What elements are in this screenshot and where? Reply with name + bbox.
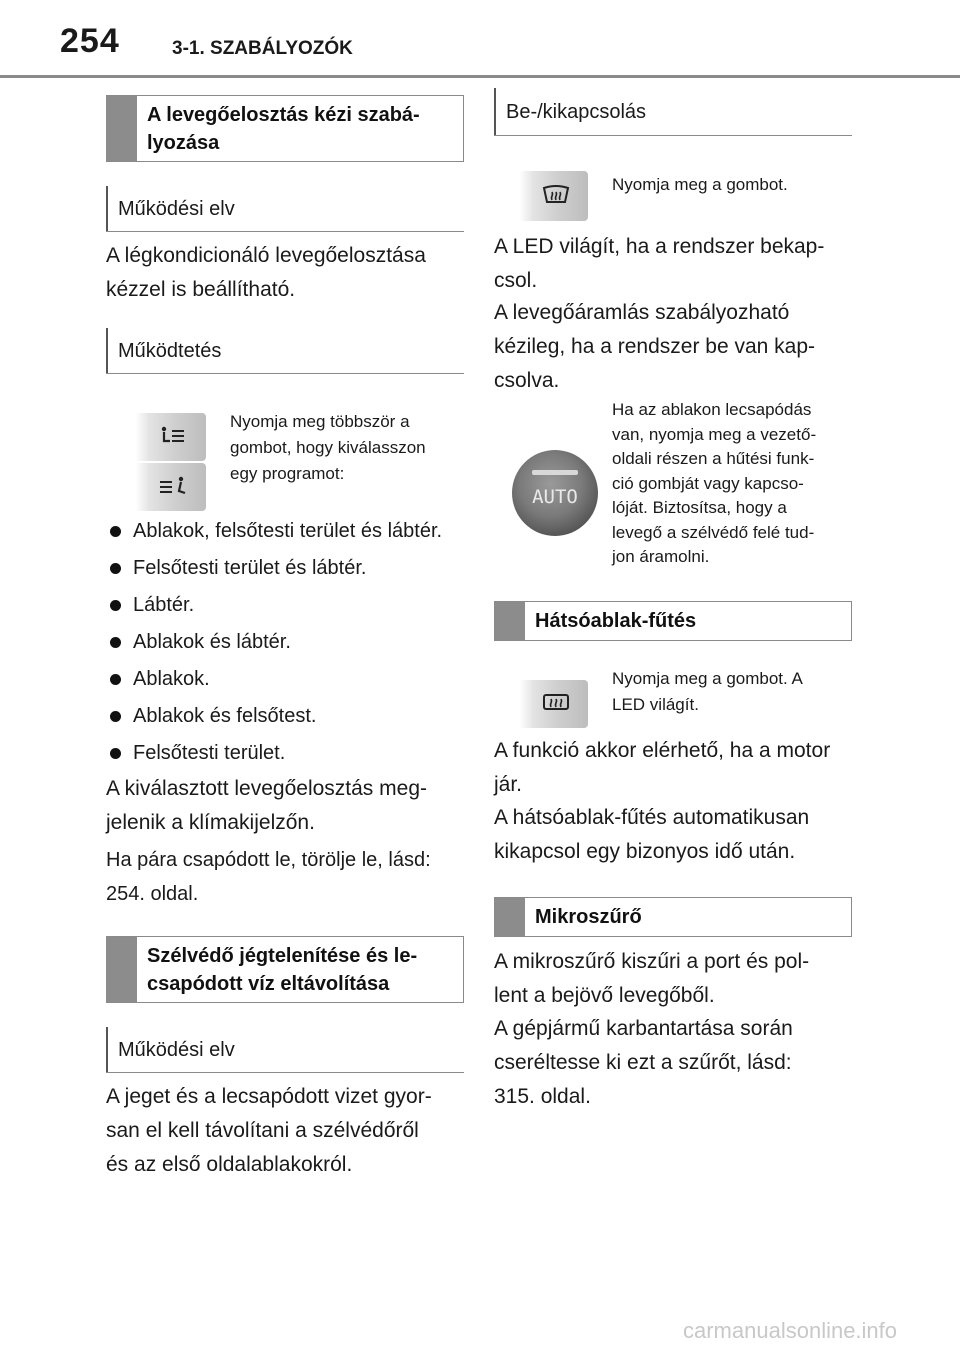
heading-box-rear-window-heating: [494, 601, 852, 641]
lower-distribution-button: [136, 463, 206, 511]
list-item: [106, 703, 316, 729]
upper-distribution-button: [136, 413, 206, 461]
subheading-rule: [494, 135, 852, 136]
heading-text: A levegőelosztás kézi szabá- lyozása: [147, 103, 420, 154]
subheading-on-off: [494, 88, 852, 136]
paragraph-condensation-ref: Ha pára csapódott le, törölje le, lásd: 254. oldal.: [106, 849, 431, 905]
subheading-bar: [106, 328, 108, 374]
subheading-text: Működési elv: [118, 197, 235, 220]
list-item: [106, 740, 285, 766]
list-item: [106, 629, 291, 655]
bullet-dot: [110, 600, 121, 611]
bullet-dot: [110, 674, 121, 685]
paragraph-air-distribution: A légkondicionáló levegőelosztása kézzel is beállítható.: [106, 244, 426, 301]
heading-stripe: [495, 602, 525, 640]
subheading-rule: [106, 1072, 464, 1073]
list-item-text: Felsőtesti terület.: [133, 742, 286, 764]
auto-button-image: [512, 450, 598, 536]
button-shade: [520, 680, 532, 728]
button-shade: [136, 413, 148, 461]
button-shade: [136, 463, 148, 511]
subheading-text: Működtetés: [118, 339, 222, 362]
paragraph-airflow-manual: A levegőáramlás szabályozható kézileg, ha a rendszer be van kap- csolva.: [494, 301, 816, 392]
subheading-bar: [494, 88, 496, 136]
bullet-dot: [110, 637, 121, 648]
heading-text: Szélvédő jégtelenítése és le- csapódott víz eltávolítása: [147, 944, 418, 995]
bullet-dot: [110, 563, 121, 574]
body-footwell-airflow-icon: [158, 475, 188, 499]
list-item: [106, 518, 442, 544]
bullet-dot: [110, 711, 121, 722]
list-item: [106, 666, 210, 692]
heading-stripe: [107, 96, 137, 161]
heading-box-microfilter: [494, 897, 852, 937]
subheading-operating-principle-2: [106, 1027, 464, 1073]
heading-text: Hátsóablak-fűtés: [535, 610, 697, 632]
caption-press-button: Nyomja meg a gombot.: [612, 175, 788, 194]
bullet-dot: [110, 526, 121, 537]
heading-text: Mikroszűrő: [535, 906, 642, 928]
subheading-operation: [106, 328, 464, 374]
subheading-text: Be-/kikapcsolás: [506, 100, 647, 123]
list-item-text: Ablakok, felsőtesti terület és lábtér.: [133, 520, 443, 542]
page-header: [0, 0, 960, 80]
caption-rear-heating-press: Nyomja meg a gombot. A LED világít.: [612, 669, 803, 714]
bullet-dot: [110, 748, 121, 759]
air-distribution-buttons-image: [136, 413, 206, 511]
paragraph-auto-off: A hátsóablak-fűtés automatikusan kikapcsol egy bizonyos idő után.: [494, 806, 810, 863]
subheading-rule: [106, 231, 464, 232]
list-item-text: Ablakok és felsőtest.: [133, 705, 317, 727]
watermark: carmanualsonline.info: [683, 1318, 898, 1343]
subheading-operating-principle: [106, 186, 464, 232]
paragraph-led-on: A LED világít, ha a rendszer bekap- csol.: [494, 235, 825, 292]
subheading-text: Működési elv: [118, 1038, 235, 1061]
list-item: [106, 592, 194, 618]
list-item-text: Lábtér.: [133, 594, 195, 616]
caption-press-multiple: Nyomja meg többször a gombot, hogy kiválasszon egy programot:: [230, 412, 426, 483]
paragraph-ice-removal: A jeget és a lecsapódott vizet gyor- san el kell távolítani a szélvédőről és az első oldalablakokról.: [106, 1085, 432, 1176]
heading-stripe: [495, 898, 525, 936]
auto-button-label: AUTO: [532, 486, 578, 508]
heading-box-defrost: [106, 936, 464, 1003]
paragraph-selected-distribution: A kiválasztott levegőelosztás meg- jelenik a klímakijelzőn.: [106, 777, 427, 834]
caption-condensation: Ha az ablakon lecsapódás van, nyomja meg a vezető- oldali részen a hűtési funk- ció gombját vagy kapcso- lóját. Biztosítsa, hogy a levegő a szélvédő felé tud- jon áramolni.: [612, 400, 817, 566]
windshield-defrost-button-image: [520, 171, 588, 221]
header-divider: [0, 75, 960, 78]
paragraph-microfilter-replace: A gépjármű karbantartása során cseréltesse ki ezt a szűrőt, lásd: 315. oldal.: [494, 1017, 793, 1108]
rear-defrost-icon: [542, 693, 570, 715]
list-item-text: Ablakok.: [133, 668, 210, 690]
paragraph-engine-running: A funkció akkor elérhető, ha a motor jár.: [494, 739, 831, 796]
subheading-bar: [106, 1027, 108, 1073]
auto-led-indicator: [532, 470, 578, 475]
windshield-defrost-icon: [542, 184, 570, 208]
list-item-text: Ablakok és lábtér.: [133, 631, 291, 653]
section-title: 3-1. SZABÁLYOZÓK: [172, 38, 353, 59]
page-number: 254: [60, 22, 120, 60]
heading-box-manual-air-distribution: [106, 95, 464, 162]
rear-window-heating-button-image: [520, 680, 588, 728]
list-item: [106, 555, 366, 581]
button-shade: [520, 171, 532, 221]
paragraph-microfilter-function: A mikroszűrő kiszűri a port és pol- lent a bejövő levegőből.: [494, 950, 810, 1007]
subheading-rule: [106, 373, 464, 374]
windows-airflow-icon: [158, 425, 188, 449]
list-item-text: Felsőtesti terület és lábtér.: [133, 557, 367, 579]
heading-stripe: [107, 937, 137, 1002]
subheading-bar: [106, 186, 108, 232]
